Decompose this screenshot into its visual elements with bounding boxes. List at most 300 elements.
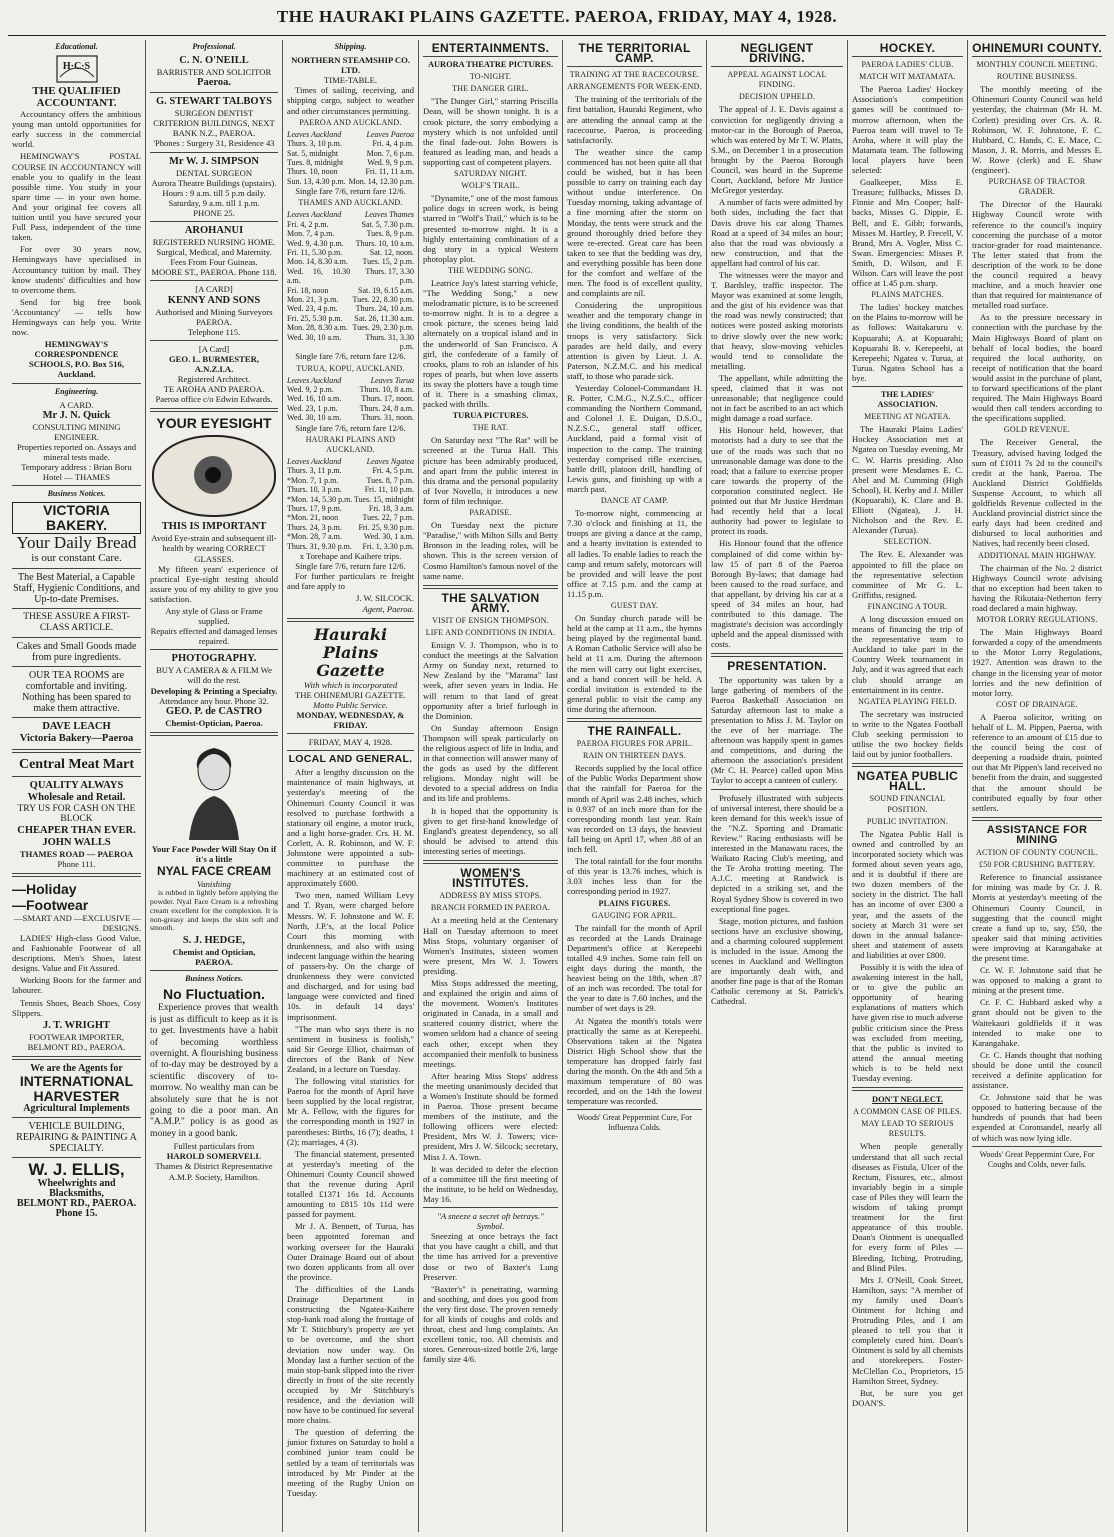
meeting-body: The Hauraki Plains Ladies' Hockey Association met at Ngatea on Tuesday evening, Mr C. W. Harris presiding. Also present were Mesdames E. C. Abel and M. Cumming (High School), H. Kerby and J. Miller (Kopuarahi), K. Clare and B. Elliott (Ngatea), J. H. Nicholson and the Rev. E. Alexander (Turua). [852,424,963,536]
hemingway-send: Send for big free book 'Accountancy' — tells how Hemingways can help you. Write now. [12,296,141,338]
timetable-label: TIME-TABLE. [323,75,377,86]
terr-p1: The training of the territorials of the first battalion, Hauraki Regiment, who are attending the annual camp at the racecourse, Paeroa, is proceeding satisfactorily. [567,94,702,145]
timetable-header [287,457,414,466]
first-class: THESE ASSURE A FIRST-CLASS ARTICLE. [23,612,130,634]
timetable-cell: Fri. 4, 4 p.m. [372,139,414,149]
international-harvester: INTERNATIONAL HARVESTER [19,1072,134,1104]
thames-auckland: THAMES AND AUCKLAND. [298,198,403,208]
timetable-cell: Tues. 15, midnight [353,494,414,504]
ellis-phone: Phone 15. [55,1208,98,1220]
further-particulars: For further particulars re freight and fare apply to [287,571,414,592]
column-2 [145,40,282,1532]
timetable-cell: Wed. 23, 1 p.m. [287,403,338,413]
timetable-row [287,523,414,532]
glass-style: Any style of Glass or Frame supplied. [165,606,263,627]
timetable-cell: Wed. 30, 10 a.m. [287,413,342,423]
terr-p2: The weather since the camp commenced has not been quite all that could be wished, but it has been possible to carry on training each day without undue interference. On Tuesday morning, taking advantage of a fine morning after the storm on Monday, the tents were struck and the ground thoroughly dried before they were re-erected. Great care has been taken to see that the bedding was dry, and everything possible has been done for the comfort and welfare of the men. The food is of excellent quality, and complaints are nil. [567,146,702,299]
branch-formed: BRANCH FORMED IN PAEROA. [430,903,551,913]
jt-wright: J. T. WRIGHT [42,1019,111,1031]
local-p7: The difficulties of the Lands Drainage Department in constructing the Ngatea-Kaihere stop-bank road along the frontage of Mr T. Stitchbury's property are yet to be overcome, and the short deviation now under way. On Monday last a further section of the main stop-bank slipped into the river directly in front of the site recently occupied by Mr Stitchbury's residence, and the deviation will now have to be continued for several more chains. [287,1283,414,1426]
financing-tour: FINANCING A TOUR. [867,601,948,611]
oneill-title: BARRISTER AND SOLICITOR [156,67,272,78]
walls-address: THAMES ROAD — PAEROA [19,848,134,859]
accountancy-intro: Accountancy offers the ambitious young man untold opportunities for early success in the commercial world. [12,109,141,150]
territorial-heading: THE TERRITORIAL CAMP. [578,41,691,66]
timetable-cell: Thurs. 31, 3.30 p.m. [365,332,414,352]
timetable-cell: Leaves Turua [370,375,414,385]
gauging-april: GAUGING FOR APRIL. [591,910,678,920]
logo-text: H·C·S [62,61,91,73]
dance-body: To-morrow night, commencing at 7.30 o'clock and finishing at 11, the troops are giving a dance at the camp, and a hearty invitation is extended to all ladies. To enable ladies to reach the camp and return safely, motorcars will be provided and will leave the post office at 7.15 p.m. and the camp at 11.15 p.m. [567,508,702,599]
smart-designs: —SMART AND —EXCLUSIVE —DESIGNS. [13,912,141,933]
wright-address: FOOTWEAR IMPORTER, BELMONT RD., PAEROA. [27,1031,126,1052]
dont-neglect: DON'T NEGLECT. [872,1095,943,1105]
qualified-headline: THE QUALIFIED [32,85,121,98]
pres-p3: Stage, motion pictures, and fashion sections have an exclusive showing, and a charming coloured supplement is included in the issue. Among the scenes in Auckland and Wellington are importantly dealt with, and another fine page is that of the Roman Catholic ceremony at St. Patrick's Cathedral. [711,915,843,1007]
timetable-cell: Thurs. 31, noon. [361,413,414,423]
timetable-cell: Wed. 9, 4.30 p.m. [287,238,344,248]
quick-name: Mr J. N. Quick [42,409,111,421]
timetable-cell: Sat. 19, 6.15 a.m. [358,285,414,295]
rain-p2: The total rainfall for the four months of this year is 13.76 inches, which is 3.03 inches less than for the corresponding period in 1927. [567,856,702,897]
burm-office: Paeroa office c/o Edwin Edwards. [155,394,273,405]
local-p3: "The man who says there is no sentiment in business is foolish," said Sir George Elliot, chairman of directors of the Bank of New Zealand, in a lecture on Tuesday. [287,1023,414,1074]
timetable-cell: Wed. 30, 1 a.m. [363,532,414,542]
best-material: The Best Material, a Capable Staff, Hygienic Conditions, and Up-to-date Premises. [13,572,140,606]
timetable-cell: Thurs. 3, 11 p.m. [287,466,342,476]
arohanui-address: MOORE ST., PAEROA. Phone 118. [151,267,277,278]
holiday-heading: —Holiday [12,880,77,897]
timetable-cell: Fri. 11, 11 a.m. [365,167,414,177]
assistance-mining-heading: ASSISTANCE FOR MINING [986,823,1088,846]
simpson-title: DENTAL SURGEON [175,167,253,178]
column-3 [282,40,418,1532]
somervell-title: Thames & District Representative A.M.P. Society, Hamilton. [155,1161,273,1182]
local-p6: Mr J. A. Bennett, of Turua, has been appointed foreman and working overseer for the Hauraki Outer Drainage Board out of about two dozen applicants from all over the province. [287,1221,414,1282]
section-shipping: Shipping. [334,42,367,51]
hp-fare: Single fare 7/6, return fare 12/6. [295,561,406,572]
wedding-song: THE WEDDING SONG. [448,265,533,275]
your-eyesight: YOUR EYESIGHT [156,415,272,432]
timetable-cell: Leaves Paeroa [366,129,414,139]
timetable-paeroa [287,130,414,186]
gold-body: The Receiver General, the Treasury, advised having lodged the sum of £1011 7s 2d to the council's credit at the bank, Paeroa. The Auckland District Goldfields Suspense Account, to which all goldfields Revenue collected in the Auckland provincial district since the early days had been credited and disbursed to local authorities and Natives, had recently been closed. [972,437,1102,549]
victoria-bakery: VICTORIA BAKERY. [12,502,141,534]
rat-body: On Saturday next "The Rat" will be screened at the Turua Hall. This picture has been admirably produced, and apart from the public interest in this drama and the personal popularity of Ivor Novello, it introduces a new form of film technique. [423,435,558,506]
county-p3: As to the pressure necessary in connection with the purchase by the Main Highways Board of plant on behalf of local bodies, the board required the local authority, on receipt of notification that the board would assist in the purchase of plant, to forward specifications of the plant required. The Main Highways Board would then call tenders according to the specifications supplied. [972,312,1102,424]
hockey-heading: HOCKEY. [879,41,936,55]
agricultural-implements: Agricultural Implements [23,1102,130,1114]
buy-camera: BUY A CAMERA & A FILM We will do the rest. [156,665,272,686]
ladies-club: PAEROA LADIES' CLUB. [861,60,954,70]
cash-block: TRY US FOR CASH ON THE BLOCK [17,804,136,825]
timetable-cell: Sat. 5, 7.30 p.m. [361,219,414,229]
column-5 [562,40,706,1532]
timetable-cell: Wed. 9, 9 p.m. [367,157,414,167]
oneill-name: C. N. O'NEILL [179,55,249,67]
timetable-cell: Tues. 29, 2.30 p.m. [352,323,414,333]
simpson-name: Mr W. J. SIMPSON [169,155,259,167]
pres-p1: The opportunity was taken by a large gathering of members of the Paeroa Basketball Association on Saturday afternoon last to make a presentation to Miss J. M. Taylor on the eve of her marriage. The afternoon was happily spent in games and competitions, and during the afternoon the association's president (Mr C. H. Pearce) called upon Miss Taylor to accept a canteen of cutlery. [711,674,843,786]
tonight: TO-NIGHT. [469,72,512,82]
publication-days: MONDAY, WEDNESDAY, & FRIDAY. [296,709,405,730]
timetable-row [287,513,414,522]
crushing-battery: £50 FOR CRUSHING BATTERY. [979,860,1095,870]
silcock-title: Agent, Paeroa. [362,603,414,614]
timetable-cell: Fri. 18, 3 a.m. [368,504,414,513]
timetable-cell: Fri. 11, 5.30 p.m. [287,248,343,257]
hemingway-years: For over 30 years now, Hemingways have specialised in Accountancy tuition by mail. They know students' difficulties and how to overcome them. [12,244,141,295]
neg-p1: The appeal of J. E. Davis against a conviction for negligently driving a motor-car in the Borough of Paeroa, which was entered by Mr T. W. Platts, S.M., on December 1 in a prosecution brought by the Paeroa Borough Council, was heard in the Supreme Court, Auckland, before Mr Justice McGregor yesterday. [711,104,843,196]
timetable-cell: Leaves Thames [364,210,414,220]
local-p8: The question of deferring the junior fixtures on Saturday to hold a combined junior team could be settled by a team of territorials was introduced by Mr Pinder at the meeting of the Rugby Union on Tuesday. [287,1427,414,1498]
kenny-name: KENNY AND SONS [167,294,261,306]
timetable-cell: Leaves Ngatea [366,456,414,466]
hp-note: x Torehape and Kaihere trips. [299,551,402,562]
presentation-heading: PRESENTATION. [727,659,827,674]
turua-pictures: TURUA PICTURES. [452,411,529,421]
timetable-cell: *Mon. 28, 7 a.m. [287,532,342,542]
common-piles: A COMMON CASE OF PILES. [853,1107,962,1117]
women-p3: After hearing Miss Stops' address the meeting unanimously decided that a Women's Institute should be formed in Paeroa. Those present became members of the institute, and the following officers were elected: President, Mrs W. J. Towers; vice-president, Mrs J. W. Silcock; secretary, Miss J. A. Town. [423,1070,558,1162]
timetable-row [287,495,414,504]
hall-p2: Possibly it is with the idea of awakening interest in the hall, or to give the public an opportunity of hearing explanations of matters which have given rise to much adverse public criticism since the Press was excluded from meeting, that the public is invited to attend the annual meeting which is to be held next Tuesday evening. [852,961,963,1083]
action-council: ACTION OF COUNTY COUNCIL. [975,848,1099,858]
timetable-cell: Thurs. 3, 10 p.m. [287,139,342,149]
timetable-cell: Leaves Auckland [287,129,342,139]
assist-p5: Cr. Johnstone said that he was opposed to battering because of the hundreds of pounds that had been expended at Coromandel, nearly all of which was now lying idle. [972,1092,1102,1143]
quick-title: CONSULTING MINING ENGINEER. [32,421,121,442]
timetable-cell: *Mon. 14, 5.30 p.m. [287,494,353,504]
danger-girl: THE DANGER GIRL. [452,84,529,94]
danger-body: "The Danger Girl," starring Priscilla Dean, will be shown tonight. It is a crook picture, the sorry embodying a mystery which is not unfolded until the final fade-out. John Bowers is featured as leading man, and heads a supporting cast of competent players. [423,96,558,167]
hauraki-plains-auckland: HAURAKI PLAINS AND AUCKLAND. [305,434,396,454]
aurora-heading: AURORA THEATRE PICTURES. [427,60,554,70]
terr-p4: Yesterday Colonel-Commandant H. R. Potter, C.M.G., N.Z.S.C., officer commanding the Northern Command, and Colonel J. E. Duigan, D.S.O., N.Z.S.C., general staff officer, Auckland, paid a formal visit of inspection to the camp. The training yesterday comprised rifle exercises, battle drill, platoon drill, handling of Lewis guns, and finishing up with a march past. [567,383,702,494]
timetable-row [287,257,414,266]
fullest-particulars: Fullest particulars from [173,1141,255,1152]
timetable-cell: Wed. 16, 10.30 a.m. [287,266,351,286]
timetable-cell: Mon. 28, 8.30 a.m. [287,323,348,333]
timetable-cell: Leaves Auckland [287,375,342,385]
tractor-grader: PURCHASE OF TRACTOR GRADER. [988,177,1086,197]
rain-p1: Records supplied by the local office of the Public Works Department show that the rainfall for Paeroa for the month of April was 2.48 inches, which is 0.937 of an inch more than for the corresponding month last year. Rain was recorded on 13 days, the heaviest fall being on April 17, when .88 of an inch fell. [567,763,702,855]
sneeze-body: Sneezing at once betrays the fact that you have caught a chill, and that the time has arrived for a preventive dose or two of Baxter's Lung Preserver. [423,1231,558,1282]
quality-always: QUALITY ALWAYS [29,780,124,792]
routine-business: ROUTINE BUSINESS. [996,72,1078,82]
timetable-row [287,404,414,413]
assist-p2: Cr. W. F. Johnstone said that he was opposed to making a grant to mining at the present time. [972,965,1102,996]
county-p1: The monthly meeting of the Ohinemuri County Council was held yesterday, the chairman (Mr H. M. Corlett) presiding over Crs. A. R. Robinson, W. F. Johnstone, F. C. Hubbard, C. Hands, C. E. Mace, C. Mason, J. R. Morris, and Messrs E. W. Rowe (clerk) and E. Shaw (engineer). [972,84,1102,176]
hemingway-schools: HEMINGWAY'S CORRESPONDENCE SCHOOLS, P.O. Box 516, Auckland. [29,339,124,380]
timetable-row [287,304,414,313]
arohanui-title: REGISTERED NURSING HOME. [152,237,276,248]
monthly-meeting: MONTHLY COUNCIL MEETING. [976,60,1098,70]
daily-bread: Your Daily Bread [16,533,137,553]
timetable-cell: Mon. 21, 3 p.m. [287,295,339,305]
negligent-driving-heading: NEGLIGENT DRIVING. [740,41,814,66]
selection: SELECTION. [883,537,932,547]
timetable-row [287,220,414,229]
timetable-cell: Fri. 25, 9.30 p.m. [358,522,414,532]
hedge-town: PAEROA. [195,957,233,968]
dave-leach: DAVE LEACH [42,721,111,733]
timetable-header [287,210,414,219]
talboys-title: SURGEON DENTIST [174,108,254,119]
timetable-row [287,413,414,422]
training-racecourse: TRAINING AT THE RACECOURSE. [569,70,700,80]
burm-card: [A Card] [198,343,230,354]
timetable-cell: Sun. 13, 4.30 p.m. [287,176,346,186]
turua-kopu: TURUA, KOPU, AUCKLAND. [296,363,405,373]
piles-p3: But, be sure you get DOAN'S. [852,1387,963,1408]
ta-fare: Single fare 7/6, return fare 12/6. [295,351,406,362]
timetable-cell: Thurs. 17, 9 p.m. [287,504,342,513]
victoria-bakery-paeroa: Victoria Bakery—Paeroa [19,733,134,745]
hedge-title: Chemist and Optician, [172,947,256,958]
timetable-row [287,267,414,286]
timetable-cell: Fri. 11, 10 p.m. [364,485,414,495]
womens-institutes-heading: WOMEN'S INSTITUTES. [452,866,529,891]
woods-ad: Woods' Great Peppermint Cure, For Influenza Colds. [577,1113,692,1133]
india-life: LIFE AND CONDITIONS IN INDIA. [425,627,556,637]
timetable-cell: Fri. 4, 5 p.m. [372,466,414,476]
accountant-headline: ACCOUNTANT. [36,97,117,110]
neg-p5: His Honour held, however, that motorists had a duty to see that the use of the roads was such that no unreasonable damage was done to the road; that a failure to exercise proper care towards the property of the corporation constituted neglect. He pointed out that Mr Justice Herdman had recently held that a local authority had power to legislate to protect its roads. [711,425,843,537]
timetable-cell: Thurs. 24, 3 p.m. [287,522,342,532]
hockey-p1: The Paeroa Ladies' Hockey Association's competition games will be continued to-morrow afternoon, when the Paeroa team will travel to Te Aroha, where it will play the Matamata team. The following local players have been selected: [852,84,963,176]
face-powder: Your Face Powder Will Stay On if it's a little [151,843,277,864]
developing: Developing & Printing a Specialty. [150,685,278,696]
neg-p3: The witnesses were the mayor and T. Bardsley, traffic inspector. The Mayor was examined at some length, and the gist of his evidence was that the road was newly constructed; that notices were posted asking motorists to drive slowly over the new work; that heavy, slow-moving vehicles would tend to consolidate the metalling. [711,269,843,371]
miss-stops: ADDRESS BY MISS STOPS. [439,891,542,901]
talboys-phones: 'Phones : Surgery 31, Residence 43 [153,138,275,149]
timetable-row [287,476,414,485]
ohinemuri-gazette: THE OHINEMURI GAZETTE. [295,689,406,700]
serious-results: MAY LEAD TO SERIOUS RESULTS. [861,1119,954,1139]
timetable-cell: Leaves Auckland [287,456,342,466]
timetable-row [287,139,414,148]
agents-for: We are the Agents for [30,1062,123,1074]
weekend-arrangements: ARRANGEMENTS FOR WEEK-END. [567,82,702,92]
drain-body: A Paeroa solicitor, writing on behalf of L. M. Pippen, Paeroa, with reference to an amount of £15 due to the council being the cost of deepening a roadside drain, pointed out that Mr Pippen's land received no benefit from the drain, and suggested that the amount should be contributed equally by four other settlers. [972,711,1102,813]
simpson-hours: Hours : 9 a.m. till 5 p.m daily. Saturday, 9 a.m. till 1 p.m. [162,187,266,208]
hedge-name: S. J. HEDGE, [182,935,246,947]
quick-properties: Properties reported on. Assays and mineral tests made. [16,441,137,462]
main-body: The chairman of the No. 2 district Highways Council wrote advising that no exception had been taken to having the Rikutaia-Netherton ferry road declared a main highway. [972,562,1102,613]
plains-matches-body: The ladies' hockey matches on the Plains to-morrow will be as follows: Waitakaruru v. Kopuarahi; A. at Kopuarahi; Kopuarahi B. v. Kerepeehi, at Kerepeehi; Ngatea v. Turua, at Turua. Ngatea School has a bye. [852,302,963,383]
timetable-row [287,158,414,167]
talboys-name: G. STEWART TALBOYS [155,96,273,108]
timetable-row [287,286,414,295]
pa-fare: Single fare 7/6, return fare 12/6. [295,186,406,197]
decision-upheld: DECISION UPHELD. [738,92,816,102]
ngatea-body: At Ngatea the month's totals were practically the same as at Kerepeehi. Observations taken at the Ngatea District High School show that the temperature has dropped fairly fast during the month. On the 4th and 5th a maximum temperature of 80 was recorded, and on the 14th the lowest temperature was recorded. [567,1015,702,1107]
timetable-cell: Mon. 14, 8.30 a.m. [287,257,348,267]
ground-body: The secretary was instructed to write to the Ngatea Football Club seeking permission to utilise the two hockey fields laid out by junior footballers. [852,708,963,760]
timetable-cell: Tues. 8, 7 p.m. [366,475,414,485]
timetable-cell: Tues. 15, 2 p.m. [362,257,414,267]
dateline: FRIDAY, MAY 4, 1928. [308,737,393,748]
timetable-row [287,149,414,158]
timetable-row [287,167,414,176]
fifteen-years: My fifteen years' experience of practical Eye-sight testing should assure you of my ability to give you satisfaction. [150,563,278,604]
timetable-cell: Thurs. 10, 8 a.m. [359,385,414,395]
gazette-nameplate: Hauraki Plains Gazette [313,624,388,680]
timetable-row [287,466,414,475]
guest-day: GUEST DAY. [610,600,659,610]
john-walls: JOHN WALLS [42,836,111,848]
ellis-trade: Wheelwrights and Blacksmiths, [37,1178,116,1200]
avoid-eyestrain: Avoid Eye-strain and subsequent ill-health by wearing CORRECT GLASSES. [151,533,277,564]
kenny-title: Authorised and Mining Surveyors PAEROA. [155,306,273,327]
wedding-body: Leatrice Joy's latest starring vehicle, "The Wedding Song," a new melodramatic picture, is to be screened to-morrow night. It is to a degree a crook picture, the scenes being laid alternately on a tropical island and in the underworld of San Francisco. A girl, the confederate of a family of crooks, plans to rob an islander of his ropes of pearls, but when love asserts its sway the plotters have a tough time of it. There is a smashing climax, packed with thrills. [423,277,558,410]
timetable-header [287,130,414,139]
public-invitation: PUBLIC INVITATION. [866,816,949,826]
this-is-important: THIS IS IMPORTANT [161,521,267,533]
timetable-cell: Wed. 23, 4 p.m. [287,304,338,314]
dance-at-camp: DANCE AT CAMP. [600,496,669,506]
saturday-night: SATURDAY NIGHT. [454,169,527,179]
timetable-row [287,532,414,541]
timetable-cell: Leaves Auckland [287,210,342,220]
salv-p1: Ensign V. J. Thompson, who is to conduct the meetings at the Salvation Army on Sunday next, returned to New Zealand by the "Marama" last week, after seven years in India. He will return to that land of great opportunity after a brief furlough in the Dominion. [423,640,558,721]
baxter-body: "Baxter's" is penetrating, warming and soothing, and does you good from the very first dose. The proven remedy for all kinds of coughs and colds and throat, chest and lung complaints. An excellent tonic, too. All chemists and stores. Generous-sized bottle 2/6, large family size 4/6. [423,1283,558,1365]
nyal-face-cream: NYAL FACE CREAM [156,864,272,879]
castro-title: Chemist-Optician, Paeroa. [165,717,263,728]
hall-p1: The Ngatea Public Hall is owned and controlled by an incorporated society which was formed about seven years ago, and it is doubtful if there are two dozen members of the society in the district. The hall has an income of over £300 a year, and the assets of the society at March 31 were set down in the annual balance-sheet and statement of assets and liabilities at over £800. [852,828,963,960]
sound-financial: SOUND FINANCIAL POSITION. [869,794,946,814]
timetable-row [287,248,414,257]
wolfs-trail: WOLF'S TRAIL. [461,181,520,191]
oneill-town: Paeroa. [197,77,231,89]
timetable-cell: Mon. 7, 6 p.m. [366,148,414,158]
timetable-row [287,394,414,403]
guest-body: On Sunday church parade will be held at the camp at 11 a.m., the hymns being played by the regimental band. A Roman Catholic Service will also be held at 11 a.m. During the afternoon the men will carry out light exercises, and a band concert will be held. A cordial invitation is extended to the general public to visit the camp any time during the afternoon. [567,613,702,714]
timetable-note: Times of sailing, receiving, and shipping cargo, subject to weather and other circumstances permitting. [287,85,414,116]
tk-fare: Single fare 7/6, return fare 12/6. [295,422,406,433]
ohinemuri-county-heading: OHINEMURI COUNTY. [972,41,1102,55]
wj-ellis: W. J. ELLIS, [28,1160,125,1180]
masthead-rule [8,35,1106,36]
timetable-cell: Wed. 30, 10 a.m. [287,332,342,342]
timetable-cell: Wed. 9, 2 p.m. [287,385,334,395]
northern-steamship: NORTHERN STEAMSHIP CO. LTD. [291,55,410,76]
timetable-thames [287,210,414,351]
column-1 [8,40,145,1532]
timetable-cell: Wed. 16, 10 a.m. [287,394,342,404]
timetable-cell: Thurs. 31, 9.30 p.m. [287,541,352,551]
timetable-cell: Fri. 25, 5.30 p.m. [287,313,343,323]
timetable-cell: Fri. 1, 3.30 p.m. [362,541,414,551]
timetable-cell: Tues. 8, midnight [287,157,344,167]
main-highway: ADDITIONAL MAIN HIGHWAY. [977,550,1097,560]
timetable-row [287,229,414,238]
nyal-vanishing: Vanishing [197,879,231,890]
plains-body: The rainfall for the month of April as recorded at the Lands Drainage Department's office at Kerepeehi totalled 4.9 inches. Some rain fell on eight days during the month, the heaviest being on the 18th, when .87 of an inch was recorded. The total for the year to date is 7.60 inches, and the number of wet days is 29. [567,922,702,1014]
ellis-address: BELMONT RD., PAEROA. [16,1198,137,1210]
quick-address: Temporary address : Brian Boru Hotel — THAMES [21,462,132,483]
county-p2: The Director of the Hauraki Highway Council wrote with reference to the council's inquiry concerning the purchase of a motor tractor-grader for road maintenance. The letter stated that from the description of the work to be done the council required a heavy machine, and a much heavier one than that required for maintenance of metalled road surface. [972,199,1102,311]
local-general-heading: LOCAL AND GENERAL. [288,753,413,766]
attendance: Attendance any hour. Phone 32. [159,695,269,706]
timetable-row [287,504,414,513]
constant-care: is our constant Care. [31,552,122,565]
tea-rooms: OUR TEA ROOMS are comfortable and inviting. Nothing has been spared to make them attractive. [22,670,131,715]
gold-revenue: GOLD REVENUE. [1003,425,1071,435]
timetable-cell: Fri. 18, noon [287,285,329,295]
column-6 [706,40,847,1532]
newspaper-columns [8,40,1106,1532]
local-p4: The following vital statistics for Paeroa for the month of April have been supplied by the local registrar, Mr A. Fellow, with the figures for the corresponding month in 1927 in parentheses: Births, 16 (7); deaths, 1 (2); marriages, 4 (3). [287,1076,414,1147]
column-4 [418,40,562,1532]
timetable-cell: *Mon. 21, noon [287,513,339,523]
match-matamata: MATCH WIT MATAMATA. [859,72,956,82]
timetable-cell: Thurs. 10, 10 a.m. [355,238,414,248]
pres-p2: Profusely illustrated with subjects of universal interest, there should be a keen demand for this week's issue of the "N.Z. Sporting and Dramatic Review." Racing enthusiasts will be interested in the Manawatu races, the Waikato Racing Club's meeting, and the Te Aroha trotting meeting. The A.J.C. meeting at Randwick is depicted in a striking set, and the Royal Sydney Show is covered in two exceptional fine pages. [711,792,843,914]
a-card: A CARD. [59,399,94,410]
simpson-phone: PHONE 25. [193,207,235,218]
paeroa-auckland: PAEROA AND AUCKLAND. [299,117,402,127]
paeroa-figures: PAEROA FIGURES FOR APRIL. [576,739,693,749]
arohanui-name: AROHANUI [184,225,244,237]
wholesale-retail: Wholesale and Retail. [27,792,126,804]
timetable-hauraki [287,457,414,551]
timetable-cell: Tues. 8, 9 p.m. [366,229,414,239]
plains-figures: PLAINS FIGURES. [598,898,671,908]
piles-p1: When people generally understand that all such rectal diseases as Fistula, Ulcer of the Rectum, Fissures, etc., almost invariably begin in a simple case of Piles they will learn the wisdom of taking prompt treatment for the first appearance of this trouble. Doan's Ointment is unequalled for every form of Piles — Bleeding, Itching, Protruding, and Blind Piles. [852,1141,963,1273]
timetable-row [287,333,414,352]
timetable-row [287,323,414,332]
neg-p6: His Honour found that the offence complained of did come within by-law 15 of part 8 of the Paeroa Borough By-laws; that damage had been caused to the road surface, and that appellant, by driving his car at a speed of 34 miles an hour, had contributed to this damage. The magistrate's decision was accordingly upheld and the appeal dismissed with costs. [711,538,843,650]
lady-illustration [169,740,259,840]
no-fluctuation: No Fluctuation. [163,986,265,1003]
local-p1: After a lengthy discussion on the maintenance of main highways, at yesterday's meeting of the Ohinemuri County Council it was resolved to purchase forthwith a stationary oil engine, a motor truck, and a light horse-grader. Crs. H. M. Corlett, A. R. Robinson, and W. F. Johnstone were appointed a sub-committee to purchase the machinery at an estimated cost of approximately £600. [287,767,414,889]
kenny-phone: Telephone 115. [187,326,241,337]
somervell-name: HAROLD SOMERVELL [166,1151,262,1162]
wolf-body: "Dynamite," one of the most famous police dogs in screen work, is being starred in "Wolf's Trail," which is to be presented to-morrow night. It is a highly entertaining combination of a dog story in a typical Western photoplay plot. [423,193,558,264]
plains-matches: PLAINS MATCHES. [871,290,944,300]
motor-body: The Main Highways Board forwarded a copy of the amendments to the Motor Lorry Regulations, 1927. Attention was drawn to the change in the licensing year of motor lorries and the new definition of motor lorry. [972,627,1102,698]
rainfall-heading: THE RAINFALL. [587,724,682,738]
cheaper: CHEAPER THAN EVER. [17,824,136,836]
section-educational: Educational. [55,42,98,51]
woods-ad-2: Woods' Great Peppermint Cure, For Coughs and Colds, never fails. [979,1149,1095,1169]
timetable-header [287,376,414,385]
timetable-turua [287,376,414,423]
entertainments-heading: ENTERTAINMENTS. [431,41,550,55]
column-8 [967,40,1106,1532]
assist-p3: Cr. F. C. Hubbard asked why a grant should not be given to the Waitekauri goldfields if it was intended to make one to Karangahake. [972,997,1102,1048]
motto: Motto Public Service. [313,699,388,710]
vehicle-building: VEHICLE BUILDING, REPAIRING & PAINTING A SPECIALTY. [16,1121,137,1155]
photography: PHOTOGRAPHY. [171,653,257,665]
hockey-p2: Goalkeeper, Miss E. Treasure; fullbacks, Misses D. Finnie and Mrs Cooper; half-backs, Misses G. Dippie, E. Bell, and E. Gibb; forwards, Misses M. Hartley, P. Frecell, V. Brand, Mrs A. Vogler, Miss C. Swan. Emergencies: Misses P. Smith, D. Wilson, and F. Wilson. Cars will leave the post office at 1.45 p.m. sharp. [852,177,963,289]
walls-phone: Phone 111. [57,858,96,869]
column-7 [847,40,967,1532]
timetable-cell: Thurs. 10, 3 p.m. [287,485,342,495]
section-business-2: Business Notices. [185,974,243,984]
local-p2: Two men, named William Levy and T. Ryan, were charged before Messrs. W. F. Johnstone and W. F. North, J.P.'s, at the local Police Court this morning with drunkenness, and also with using indecent language within the hearing of passers-by. On the charge of drunkenness they were convicted and discharged, and for using bad language were convicted and fined 10s. in default 14 days' imprisonment. [287,890,414,1022]
cakes: Cakes and Small Goods made from pure ingredients. [16,641,137,664]
timetable-row [287,385,414,394]
talboys-address: CRITERION BUILDINGS, NEXT BANK N.Z., PAEROA. [153,118,275,139]
timetable-row [287,485,414,494]
timetable-row [287,239,414,248]
tennis-shoes: Tennis Shoes, Beach Shoes, Cosy Slippers. [12,997,141,1018]
ladies-footwear: LADIES' High-class Good Value, and Fashionable Footwear of all descriptions. Men's Shoes, latest designs. Value and Fit Assured. [12,932,141,974]
timetable-cell: Thurs. 24, 10 a.m. [355,304,414,314]
